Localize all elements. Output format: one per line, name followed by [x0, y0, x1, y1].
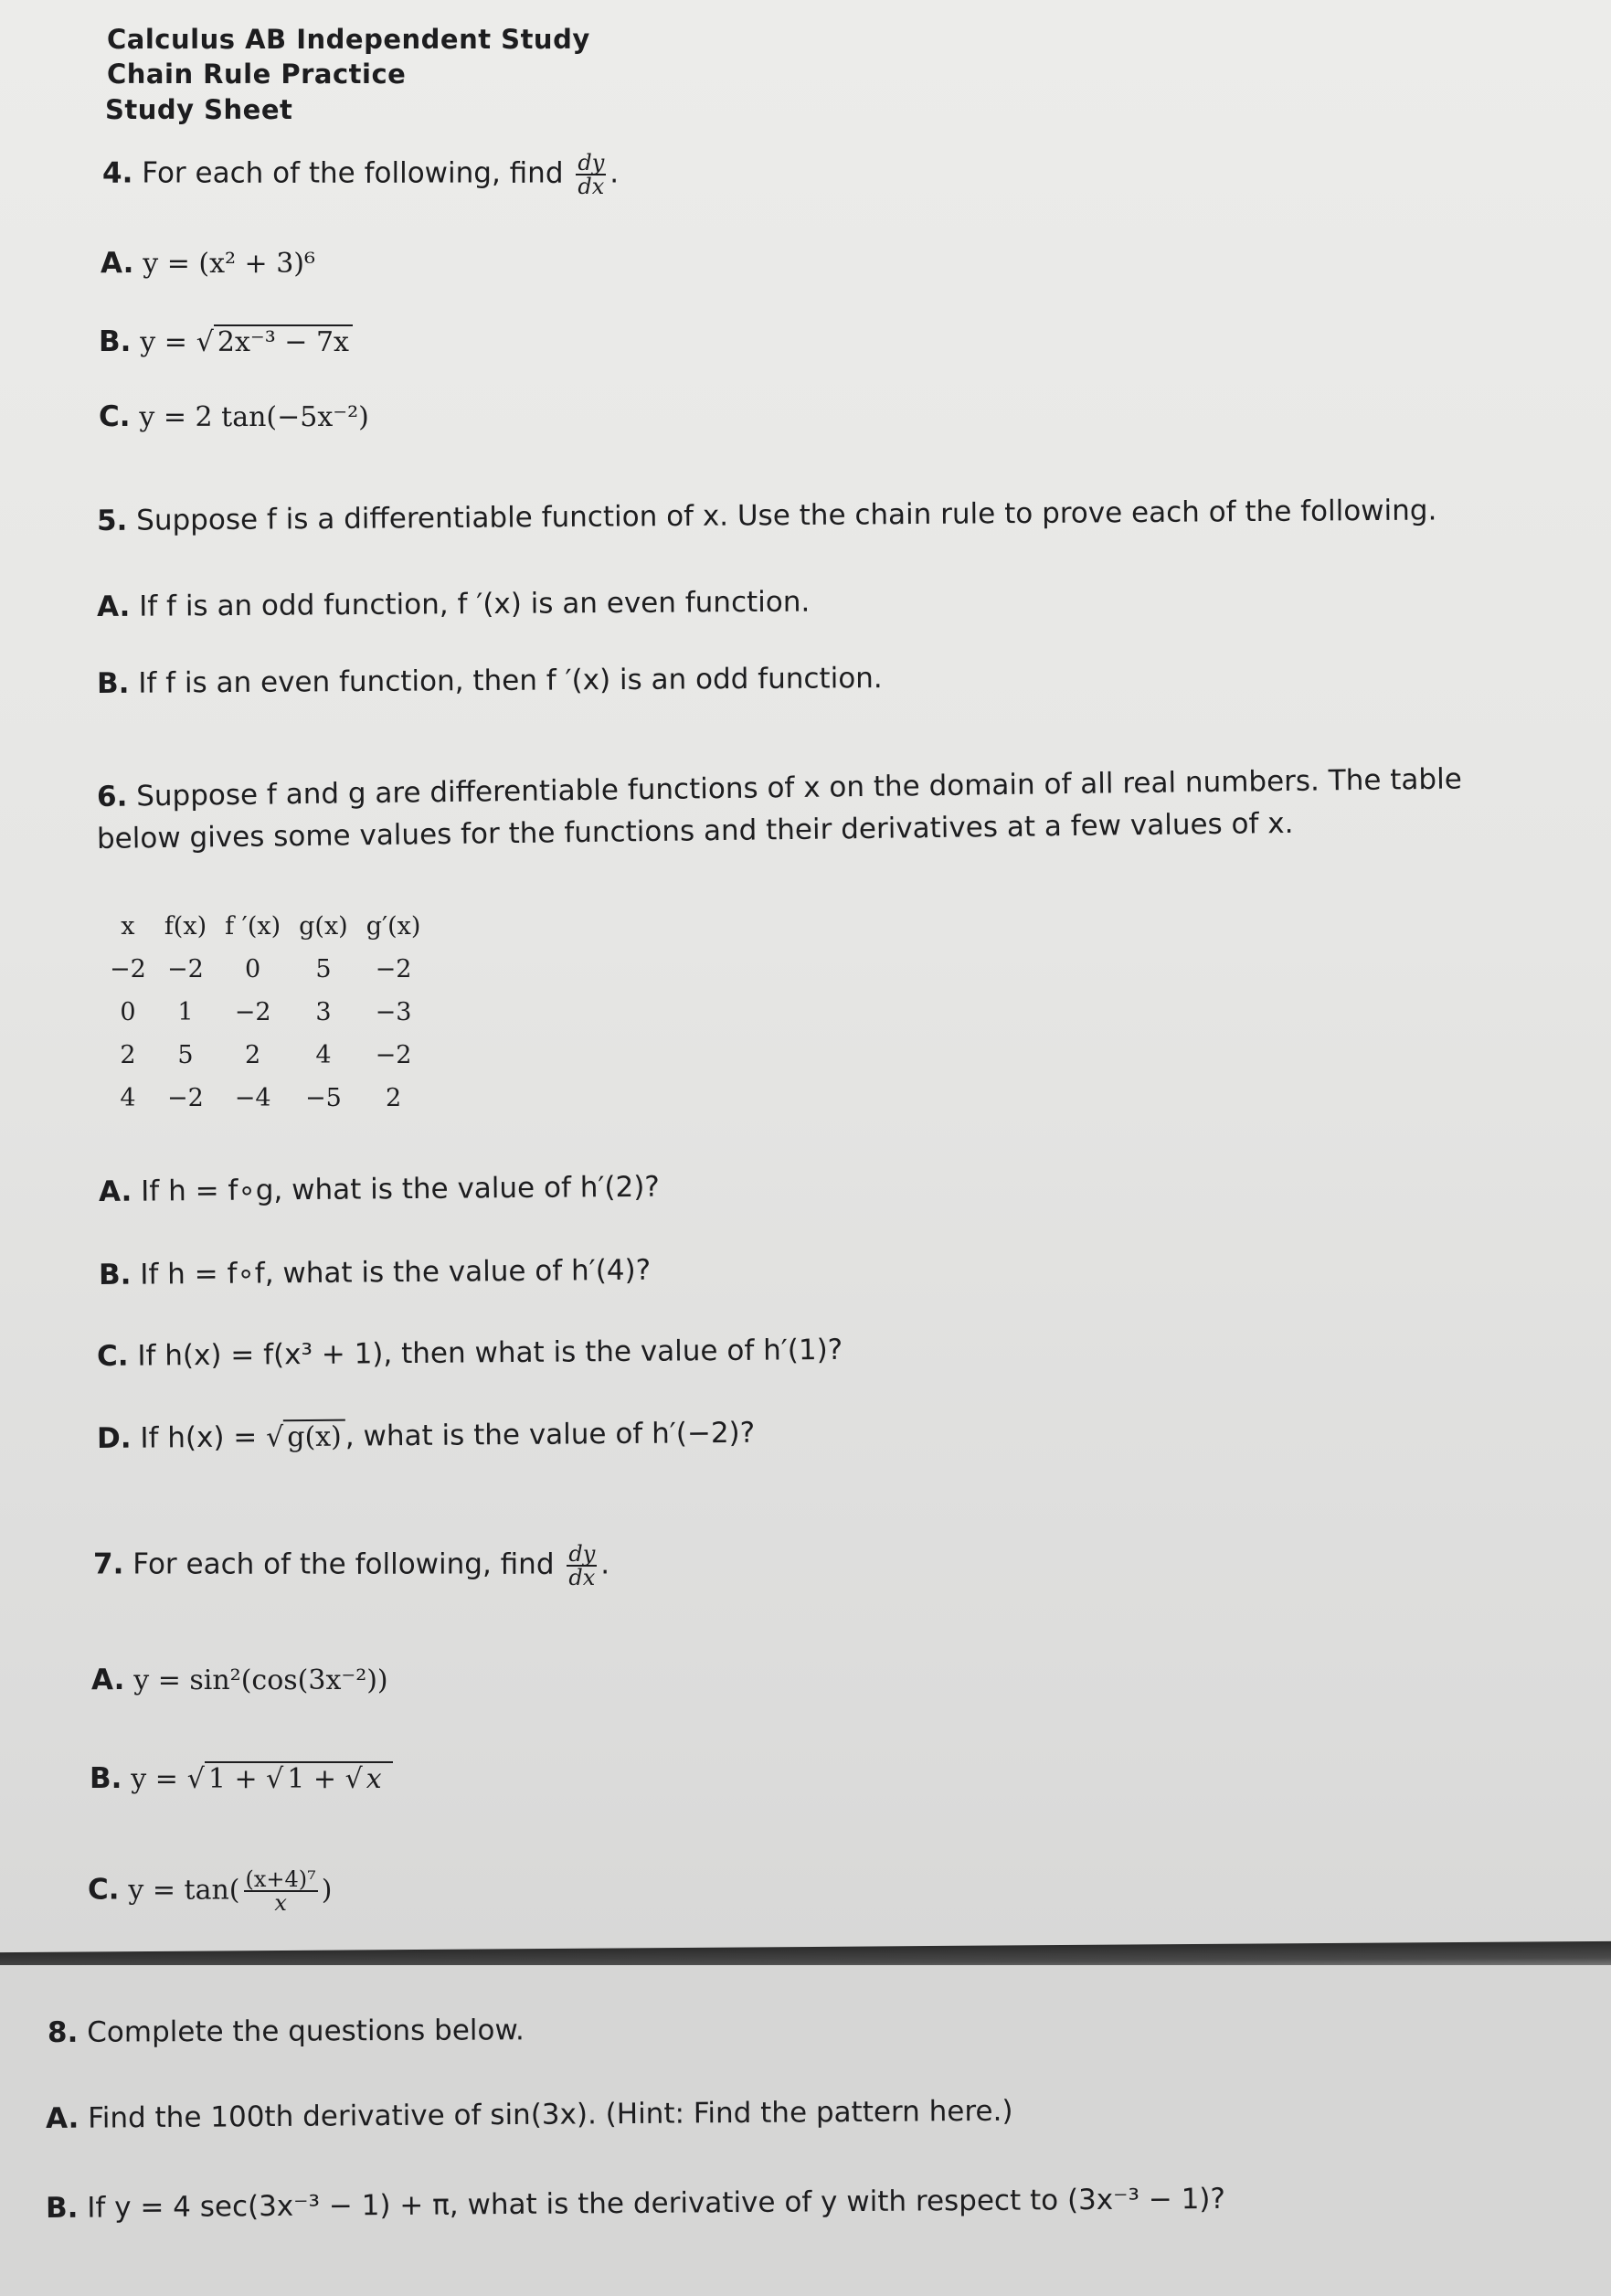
question-8a: A. Find the 100th derivative of sin(3x). (Hint: Find the pattern here.)	[45, 2094, 1013, 2135]
question-text: Complete the questions below.	[87, 2014, 525, 2049]
radicand: g(x)	[283, 1419, 345, 1454]
question-text: Suppose f and g are differentiable functions of x on the domain of all real numbers. The table	[135, 762, 1463, 813]
question-5a: A. If f is an odd function, f ′(x) is an even function.	[96, 585, 811, 623]
nested-radical: 1 + √ 1 + √ x	[205, 1761, 393, 1795]
question-4: 4. For each of the following, find $\frac{dy}{dx}$ .	[102, 150, 620, 199]
fraction: $\frac{\text{(x+4)⁷}}{x}$	[245, 1866, 316, 1916]
question-4b: B. y = √ 2x⁻³ − 7x	[99, 325, 353, 358]
header-title: Calculus AB Independent Study	[107, 24, 590, 55]
table-row: −2 −2 0 5 −2	[110, 955, 412, 983]
question-6d: D. If h(x) = √ g(x) , what is the value of h′(−2)?	[96, 1416, 756, 1455]
header-sheet-type: Study Sheet	[105, 94, 293, 125]
table-header: f ′(x)	[225, 912, 281, 941]
question-5b: B. If f is an even function, then f ′(x) is an odd function.	[96, 661, 883, 700]
question-8b: B. If y = 4 sec(3x⁻³ − 1) + π, what is the derivative of y with respect to (3x⁻³ − 1)?	[45, 2182, 1226, 2225]
table-row: 2 5 2 4 −2	[120, 1041, 412, 1069]
table-header: g′(x)	[366, 912, 421, 941]
question-text: For each of the following, find	[142, 156, 564, 190]
question-8: 8. Complete the questions below.	[47, 2014, 525, 2049]
table-row: 0 1 −2 3 −3	[120, 998, 412, 1026]
equation: y = (x² + 3)⁶	[143, 248, 316, 280]
question-6-line2: below gives some values for the functions and their derivatives at a few values of x.	[96, 806, 1294, 856]
question-5: 5. Suppose f is a differentiable function of x. Use the chain rule to prove each of the following.	[96, 494, 1437, 537]
dy-dx-fraction: $\frac{dy}{dx}$	[578, 150, 605, 199]
question-7c: C. y = tan( $\frac{\text{(x+4)⁷}}{x}$ )	[88, 1866, 333, 1916]
table-row: 4 −2 −4 −5 2	[120, 1084, 402, 1112]
table-header: g(x)	[299, 912, 348, 941]
radicand: 2x⁻³ − 7x	[214, 324, 353, 358]
lower-page	[0, 1965, 1611, 2296]
question-text: For each of the following, find	[132, 1547, 555, 1581]
dy-dx-fraction: $\frac{dy}{dx}$	[568, 1541, 596, 1590]
question-7a: A. y = sin²(cos(3x⁻²))	[91, 1664, 388, 1696]
question-6a: A. If h = f∘g, what is the value of h′(2)?	[98, 1170, 660, 1208]
table-header: f(x)	[164, 912, 207, 941]
header-subtitle: Chain Rule Practice	[107, 58, 407, 90]
question-number: 4.	[102, 156, 133, 190]
question-text: Suppose f is a differentiable function of x. Use the chain rule to prove each of the following.	[136, 494, 1437, 537]
question-6c: C. If h(x) = f(x³ + 1), then what is the value of h′(1)?	[96, 1333, 843, 1373]
question-6b: B. If h = f∘f, what is the value of h′(4)?	[98, 1253, 652, 1292]
question-4c: C. y = 2 tan(−5x⁻²)	[99, 400, 369, 433]
question-4a: A. y = (x² + 3)⁶	[101, 247, 316, 280]
table-header-row	[101, 905, 429, 948]
question-7b: B. y = √ 1 + √ 1 + √ x	[90, 1762, 393, 1795]
values-table	[101, 905, 429, 1120]
question-6: 6. Suppose f and g are differentiable functions of x on the domain of all real numbers. The table	[96, 762, 1463, 813]
equation: y = 2 tan(−5x⁻²)	[139, 401, 369, 433]
table-header: x	[121, 912, 135, 941]
equation: y = sin²(cos(3x⁻²))	[133, 1664, 388, 1696]
question-7: 7. For each of the following, find $\frac{dy}{dx}$ .	[93, 1541, 610, 1590]
